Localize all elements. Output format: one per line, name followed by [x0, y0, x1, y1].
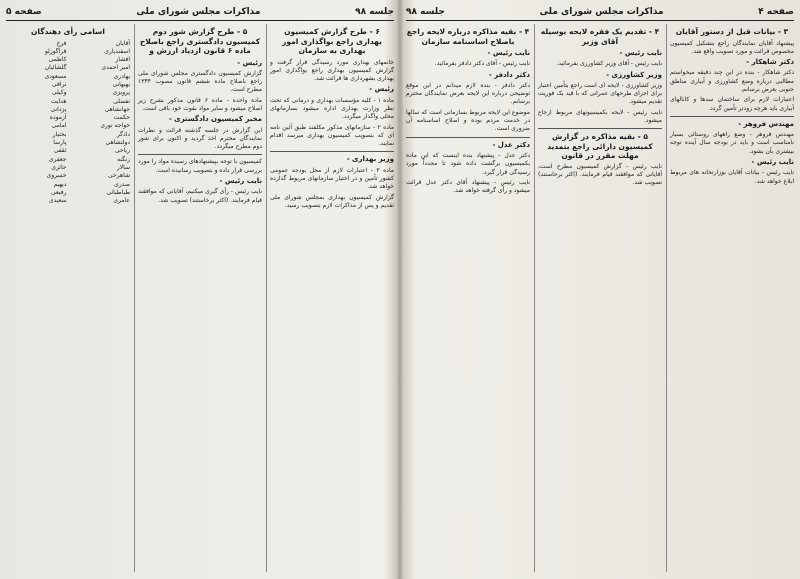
section-heading: ۵ - طرح گزارش شور دوم کمیسیون دادگستری راجع باصلاح ماده ۶ قانون ازدیاد ارزش و — [139, 27, 261, 55]
left-col-3 — [6, 24, 130, 572]
list-item: پرویزی — [112, 89, 130, 97]
session-number: جلسه ۹۸ — [355, 7, 394, 17]
left-col-2 — [134, 24, 262, 572]
section-heading: ۶ - طرح گزارش کمیسیون بهداری راجع بواگذاری امور بهداری به سازمان — [282, 27, 382, 55]
list-item: زنگنه — [117, 155, 130, 163]
paragraph: نایب رئیس - آقای وزیر کشاورزی بفرمائید. — [556, 60, 662, 68]
list-item: شاهرخی — [107, 172, 130, 180]
list-item: نراقی — [51, 80, 67, 88]
list-item: پارسا — [53, 139, 67, 147]
paragraph: نایب رئیس - گزارش کمیسیون مطرح است، آقایانی که موافقند قیام فرمایند. (اکثر برخاستند) تصویب شد. — [538, 162, 662, 187]
paragraph: مهندس فروهر - وضع راههای روستائی بسیار نامناسب است و باید در بودجه سال آینده توجه بیشتری بآن بشود. — [670, 131, 794, 155]
right-page-header — [406, 4, 794, 21]
section-heading: ۴ - تقدیم یک فقره لایحه بوسیله آقای وزیر — [540, 27, 660, 46]
speaker-name: نایب رئیس - — [219, 177, 262, 186]
list-item: آقایان — [115, 39, 130, 47]
speaker-name: وزیر بهداری - — [346, 155, 394, 164]
left-page-header — [6, 4, 394, 21]
speaker-name: دکتر دادفر - — [488, 70, 530, 79]
list-item: صدری — [114, 180, 130, 188]
list-item: یزدانی — [50, 105, 67, 113]
right-col-2 — [534, 24, 662, 572]
list-item: دیهیم — [53, 180, 67, 188]
section-heading: ۴ - بقیه مذاکره درباره لایحه راجع باصلاح اساسنامه سازمان — [406, 27, 530, 46]
list-item: بختیار — [52, 130, 67, 138]
paragraph: ماده ۳ - اعتبارات لازم از محل بودجه عمومی کشور تأمین و در اختیار سازمانهای مربوط گذارده خواهد شد. — [270, 166, 394, 191]
paragraph: نایب رئیس - آقای دکتر دادفر بفرمائید. — [434, 60, 530, 68]
paragraph: گزارش کمیسیون بهداری بمجلس شورای ملی تقدیم و پس از مذاکرات لازم بتصویب رسید. — [270, 193, 394, 209]
paragraph: دکتر عدل - پیشنهاد بنده اینست که این ماده بکمیسیون برگشت داده شود تا مجدداً مورد رسیدگی قرار گیرد. — [406, 151, 530, 176]
paragraph: ماده ۱ - کلیه مؤسسات بهداری و درمانی که تحت نظر وزارت بهداری اداره میشود بسازمانهای محلی واگذار میگردد. — [270, 96, 394, 121]
list-heading: اسامی رأی دهندگان — [30, 27, 105, 36]
section-heading: ۳ - بیانات قبل از دستور آقایان — [675, 27, 789, 36]
paragraph: پیشنهاد آقایان نمایندگان راجع بتشکیل کمیسیون مخصوص قرائت و مورد تصویب واقع شد. — [670, 39, 794, 55]
list-item: امامی — [51, 122, 67, 130]
list-item: گلشائیان — [44, 64, 67, 72]
list-item: مسعودی — [44, 72, 67, 80]
speaker-name: مخبر کمیسیون دادگستری - — [168, 115, 262, 124]
paragraph: وزیر کشاورزی - لایحه ای است راجع بتأمین اعتبار برای اجرای طرحهای عمرانی که با قید یک فوریت تقدیم میشود. — [538, 81, 662, 106]
list-item: جعفری — [48, 155, 67, 163]
paragraph: ماده ۲ - سازمانهای مذکور مکلفند طبق آئین نامه ای که بتصویب کمیسیون بهداری میرسد اقدام نمایند. — [270, 123, 394, 148]
list-item: امیر احمدی — [101, 64, 130, 72]
list-item: فرخ — [56, 39, 67, 47]
list-item: ثقفی — [53, 147, 67, 155]
right-col-3 — [406, 24, 530, 572]
right-col-1 — [666, 24, 794, 572]
list-item: دادگر — [116, 130, 130, 138]
list-item: رفیعی — [51, 188, 67, 196]
divider — [670, 116, 794, 117]
list-item: حائری — [51, 163, 67, 171]
speaker-name: مهندس فروهر - — [738, 119, 794, 128]
speaker-name: وزیر کشاورزی - — [606, 70, 662, 79]
divider — [538, 128, 662, 129]
speaker-name: نایب رئیس - — [619, 49, 662, 57]
list-item: بهادری — [113, 72, 130, 80]
paragraph: نایب رئیس - لایحه بکمیسیونهای مربوط ارجاع میشود. — [538, 108, 662, 125]
list-item: آزموده — [49, 114, 67, 122]
speaker-name: دکتر شاهکار - — [746, 58, 794, 67]
paragraph: نایب رئیس - رأی گیری میکنیم، آقایانی که موافقند قیام فرمایند. (اکثر برخاستند) تصویب شد. — [138, 188, 262, 204]
page-number: صفحه ۵ — [6, 7, 42, 17]
list-item: دولتشاهی — [105, 139, 130, 147]
list-item: افشار — [115, 56, 130, 64]
list-item: قراگوزلو — [44, 47, 67, 55]
divider — [270, 151, 394, 152]
speaker-name: نایب رئیس - — [487, 49, 530, 57]
divider — [406, 137, 530, 138]
list-item: طباطبائی — [106, 188, 130, 196]
list-item: وکیلی — [51, 89, 67, 97]
speaker-name: دکتر عدل - — [492, 140, 530, 149]
paragraph: گزارش کمیسیون دادگستری مجلس شورای ملی راجع باصلاح ماده ششم قانون مصوب ۱۳۴۴ مطرح است. — [138, 69, 262, 94]
journal-title: مذاکرات مجلس شورای ملی — [136, 7, 261, 17]
paragraph: دکتر دادفر - بنده لازم میدانم در این موقع توضیحی درباره این لایحه بعرض نمایندگان محترم برسانم. — [406, 81, 530, 106]
paragraph: ماده واحده - ماده ۶ قانون مذکور بشرح زیر اصلاح میشود و سایر مواد بقوت خود باقی است. — [138, 96, 262, 112]
list-item: حکمت — [113, 114, 130, 122]
paragraph: دکتر شاهکار - بنده در این چند دقیقه میخواستم مطالبی درباره وضع کشاورزی و آبیاری مناطق جنوبی بعرض برسانم. — [670, 69, 794, 93]
list-item: بهبهانی — [112, 80, 130, 88]
speaker-name: رئیس - — [369, 85, 394, 94]
list-item: تفضلی — [113, 97, 130, 105]
list-item: خسروی — [46, 172, 67, 180]
list-item: عامری — [113, 197, 130, 205]
list-item: خواجه نوری — [100, 122, 130, 130]
list-item: سعیدی — [48, 197, 67, 205]
book-spine — [397, 0, 403, 579]
page-number: صفحه ۴ — [758, 7, 794, 17]
right-page — [400, 0, 800, 579]
paragraph: کمیسیون با توجه بپیشنهادهای رسیده مواد را مورد بررسی قرار داده و بتصویب رسانیده است. — [138, 158, 262, 174]
session-number: جلسه ۹۸ — [406, 7, 445, 17]
paragraph: موضوع این لایحه مربوط بسازمانی است که سالها در خدمت مردم بوده و اصلاح اساسنامه آن ضروری است. — [406, 108, 530, 133]
list-item: هدایت — [50, 97, 67, 105]
left-col-1 — [266, 24, 394, 572]
section-heading: ۵ - بقیه مذاکره در گزارش کمیسیون دارائی راجع بتمدید مهلت مقرر در قانون — [547, 132, 653, 161]
list-item: سالار — [116, 163, 130, 171]
list-item: ریاحی — [114, 147, 130, 155]
paragraph: نایب رئیس - بیانات آقایان بوزارتخانه های مربوط ابلاغ خواهد شد. — [670, 169, 794, 185]
list-item: کاظمی — [48, 56, 67, 64]
speaker-name: نایب رئیس - — [751, 158, 794, 167]
paragraph: خانمهای بهداری مورد رسیدگی قرار گرفت و گزارش کمیسیون بهداری راجع بواگذاری امور بهداری بشهرداری ها قرائت شد. — [270, 58, 394, 83]
paragraph: این گزارش در جلسه گذشته قرائت و نظرات نمایندگان محترم اخذ گردید و اکنون برای شور دوم مطرح میگردد. — [138, 126, 262, 151]
journal-title: مذاکرات مجلس شورای ملی — [539, 7, 664, 17]
list-item: جهانشاهی — [104, 105, 130, 113]
paragraph: اعتبارات لازم برای ساختمان سدها و کانالهای آبیاری باید هرچه زودتر تأمین گردد. — [670, 96, 794, 112]
divider — [138, 154, 262, 155]
paragraph: نایب رئیس - پیشنهاد آقای دکتر عدل قرائت میشود و رأی گرفته خواهد شد. — [406, 178, 530, 195]
speaker-name: رئیس - — [237, 58, 262, 67]
names-list — [6, 40, 130, 206]
list-item: اسفندیاری — [104, 47, 130, 55]
